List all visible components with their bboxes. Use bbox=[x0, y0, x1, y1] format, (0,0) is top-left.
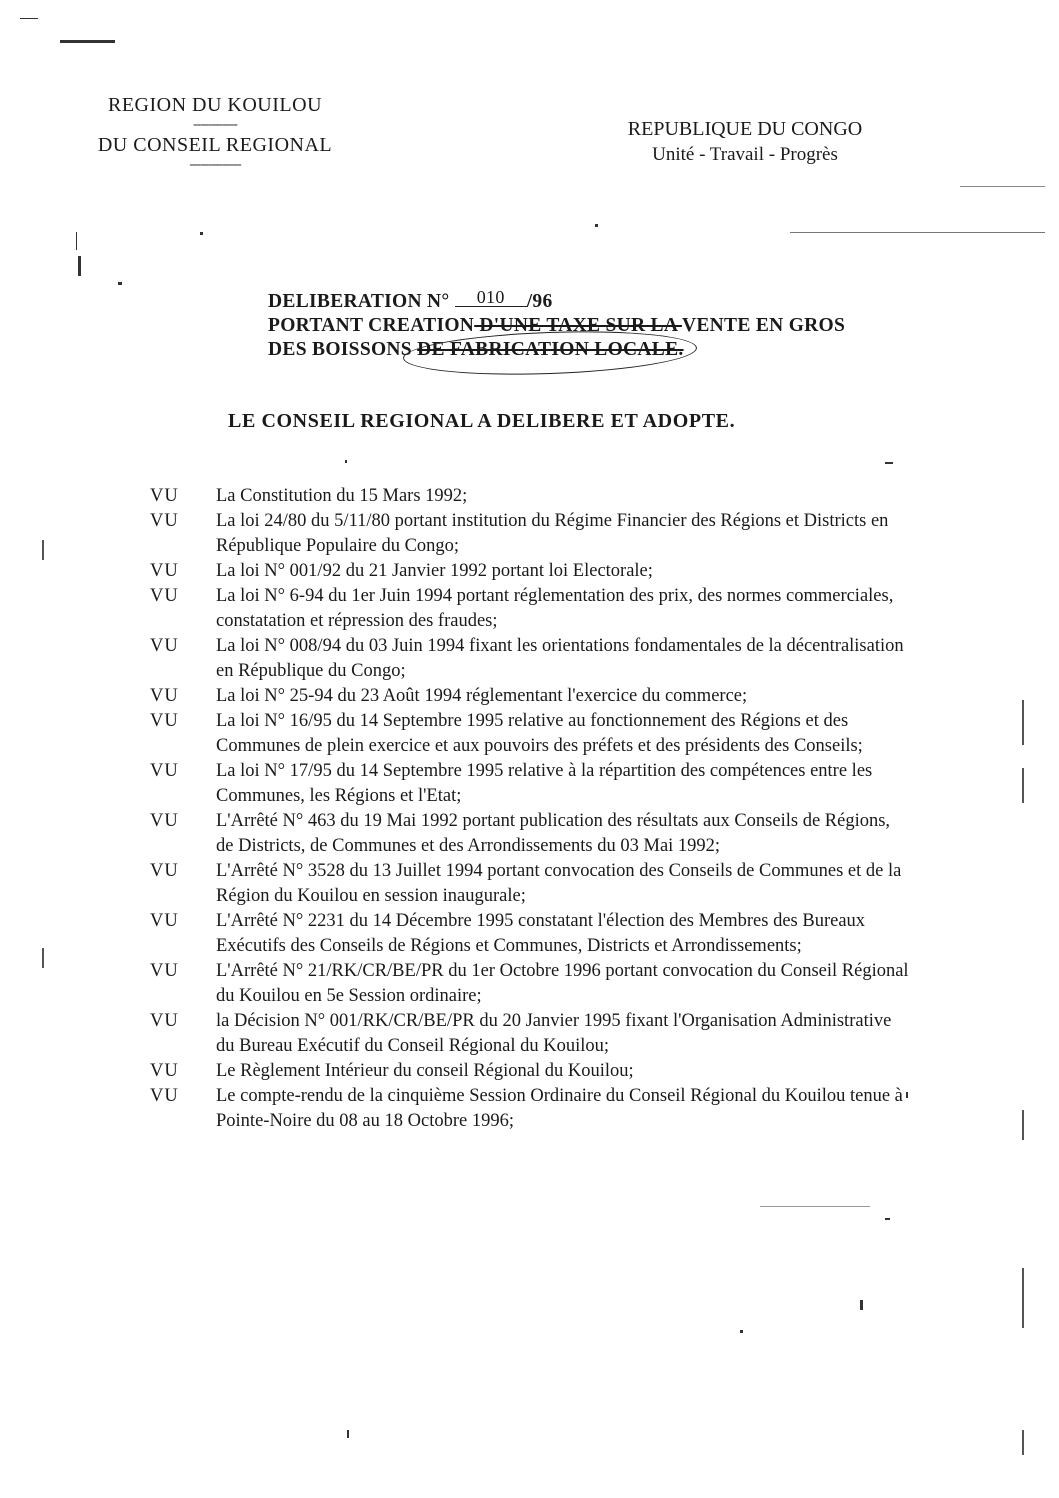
consideration-item bbox=[150, 1084, 910, 1134]
deliberation-title bbox=[268, 288, 908, 362]
consideration-text: La loi N° 17/95 du 14 Septembre 1995 relative à la répartition des compétences entre les Communes, les Régions et l'Etat; bbox=[216, 761, 873, 806]
consideration-text: La loi N° 001/92 du 21 Janvier 1992 portant loi Electorale; bbox=[216, 561, 653, 581]
consideration-text: Le Règlement Intérieur du conseil Régional du Kouilou; bbox=[216, 1061, 634, 1081]
vu-label: VU bbox=[150, 811, 179, 831]
considerations-list bbox=[150, 484, 910, 1134]
struck-text: D'UNE TAXE SUR LA bbox=[474, 315, 682, 336]
consideration-text: La Constitution du 15 Mars 1992; bbox=[216, 486, 468, 506]
vu-label: VU bbox=[150, 1061, 179, 1081]
consideration-item bbox=[150, 759, 910, 809]
consideration-item bbox=[150, 634, 910, 684]
national-motto: Unité - Travail - Progrès bbox=[652, 144, 838, 165]
consideration-item bbox=[150, 809, 910, 859]
title-text: PORTANT CREATION bbox=[268, 315, 475, 336]
vu-label: VU bbox=[150, 961, 179, 981]
resolution-statement: LE CONSEIL REGIONAL A DELIBERE ET ADOPTE. bbox=[228, 410, 736, 432]
consideration-item bbox=[150, 909, 910, 959]
deliberation-year: /96 bbox=[526, 291, 553, 312]
consideration-item bbox=[150, 684, 910, 709]
consideration-item bbox=[150, 959, 910, 1009]
consideration-item bbox=[150, 859, 910, 909]
consideration-item bbox=[150, 1009, 910, 1059]
vu-label: VU bbox=[150, 1086, 179, 1106]
vu-label: VU bbox=[150, 1011, 179, 1031]
vu-label: VU bbox=[150, 586, 179, 606]
vu-label: VU bbox=[150, 861, 179, 881]
vu-label: VU bbox=[150, 761, 179, 781]
consideration-text: La loi N° 008/94 du 03 Juin 1994 fixant les orientations fondamentales de la décentralisation en République du Congo; bbox=[216, 636, 904, 681]
vu-label: VU bbox=[150, 486, 179, 506]
header-separator: ------------ bbox=[193, 117, 237, 132]
consideration-text: La loi N° 25-94 du 23 Août 1994 réglementant l'exercice du commerce; bbox=[216, 686, 748, 706]
vu-label: VU bbox=[150, 711, 179, 731]
deliberation-prefix: DELIBERATION N° bbox=[268, 291, 450, 312]
consideration-text: Le compte-rendu de la cinquième Session Ordinaire du Conseil Régional du Kouilou tenue à Pointe-Noire du 08 au 18 Octobre 1996; bbox=[216, 1086, 903, 1131]
region-name: REGION DU KOUILOU bbox=[107, 94, 323, 116]
vu-label: VU bbox=[150, 911, 179, 931]
consideration-item bbox=[150, 509, 910, 559]
deliberation-number: 010 bbox=[455, 288, 527, 307]
vu-label: VU bbox=[150, 561, 179, 581]
republic-name: REPUBLIQUE DU CONGO bbox=[627, 118, 863, 140]
council-name: DU CONSEIL REGIONAL bbox=[97, 134, 333, 156]
consideration-text: La loi N° 6-94 du 1er Juin 1994 portant réglementation des prix, des normes commerciales, constatation et répression des fraudes; bbox=[216, 586, 894, 631]
vu-label: VU bbox=[150, 636, 179, 656]
vu-label: VU bbox=[150, 686, 179, 706]
consideration-item bbox=[150, 709, 910, 759]
consideration-text: L'Arrêté N° 3528 du 13 Juillet 1994 portant convocation des Conseils de Communes et de la Région du Kouilou en session inaugurale; bbox=[216, 861, 902, 906]
consideration-text: La loi 24/80 du 5/11/80 portant institution du Régime Financier des Régions et Districts en République Populaire du Congo; bbox=[216, 511, 889, 556]
header-separator: -------------- bbox=[189, 157, 241, 172]
consideration-text: L'Arrêté N° 21/RK/CR/BE/PR du 1er Octobre 1996 portant convocation du Conseil Régional du Kouilou en 5e Session ordinaire; bbox=[216, 961, 909, 1006]
circled-text: DE FABRICATION LOCALE. bbox=[417, 339, 684, 360]
consideration-item bbox=[150, 584, 910, 634]
republic-block bbox=[600, 116, 890, 168]
consideration-item bbox=[150, 484, 910, 509]
consideration-item bbox=[150, 559, 910, 584]
consideration-text: L'Arrêté N° 463 du 19 Mai 1992 portant publication des résultats aux Conseils de Régions, de Districts, de Communes et des Arrondissements du 03 Mai 1992; bbox=[216, 811, 891, 856]
title-line-1 bbox=[268, 288, 908, 314]
consideration-text: L'Arrêté N° 2231 du 14 Décembre 1995 constatant l'élection des Membres des Bureaux Exécutifs des Conseils de Régions et Communes, Districts et Arrondissements; bbox=[216, 911, 866, 956]
title-line-3 bbox=[268, 338, 908, 362]
issuer-block bbox=[70, 92, 360, 172]
consideration-text: La loi N° 16/95 du 14 Septembre 1995 relative au fonctionnement des Régions et des Communes de plein exercice et aux pouvoirs des préfets et des présidents des Conseils; bbox=[216, 711, 863, 756]
vu-label: VU bbox=[150, 511, 179, 531]
consideration-item bbox=[150, 1059, 910, 1084]
title-text: DES BOISSONS bbox=[268, 339, 418, 360]
consideration-text: la Décision N° 001/RK/CR/BE/PR du 20 Janvier 1995 fixant l'Organisation Administrative du Bureau Exécutif du Conseil Régional du Kouilou; bbox=[216, 1011, 892, 1056]
title-text: VENTE EN GROS bbox=[681, 315, 846, 336]
